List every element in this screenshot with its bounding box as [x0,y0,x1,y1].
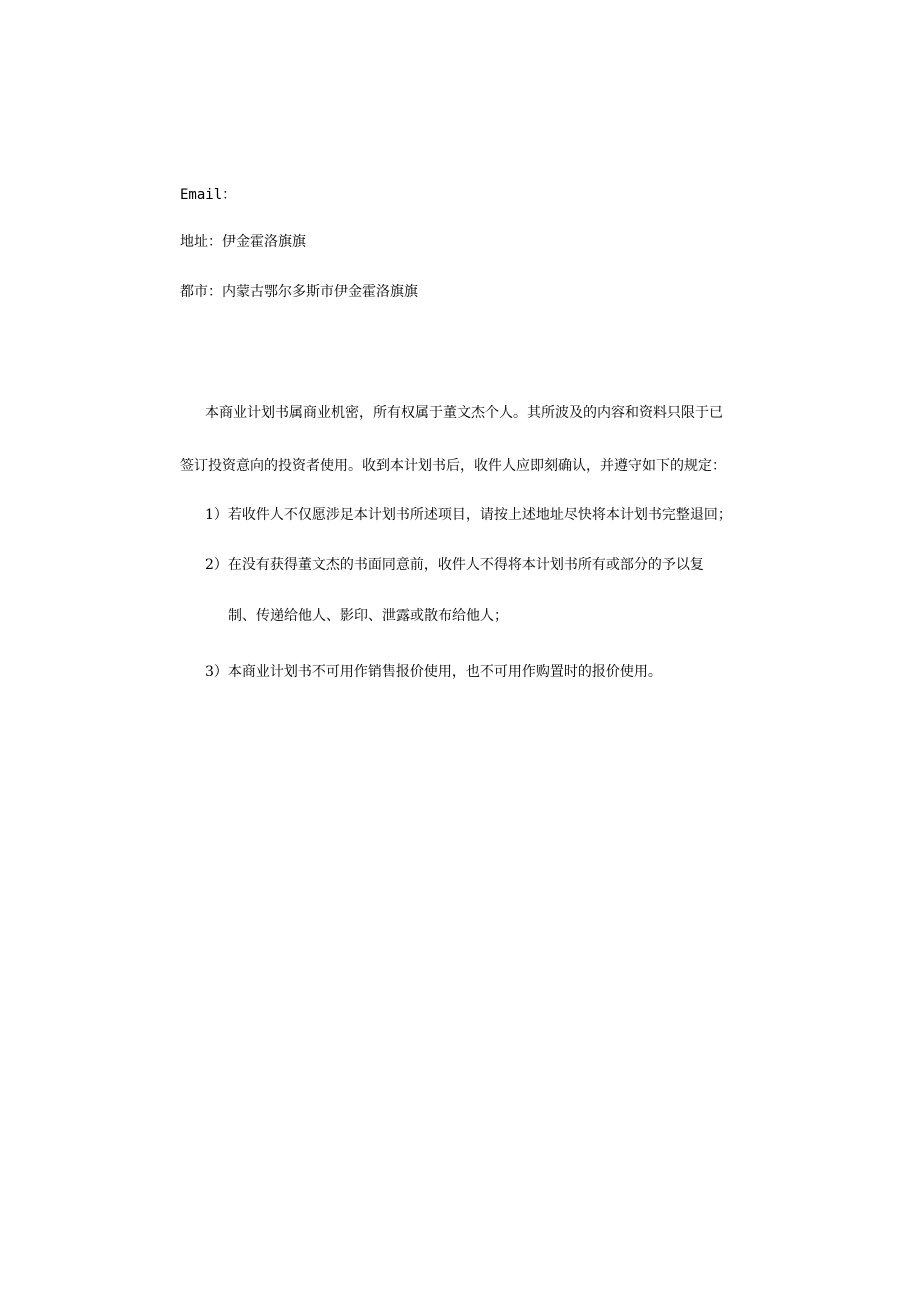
rule-item-2-line-1: 2）在没有获得董文杰的书面同意前，收件人不得将本计划书所有或部分的予以复 [205,557,704,573]
email-label: Email： [180,187,237,203]
confidentiality-paragraph-line-1: 本商业计划书属商业机密，所有权属于董文杰个人。其所波及的内容和资料只限于已 [205,405,723,421]
rule-item-3: 3）本商业计划书不可用作销售报价使用，也不可用作购置时的报价使用。 [205,664,662,680]
city-line: 都市：内蒙古鄂尔多斯市伊金霍洛旗旗 [180,284,418,300]
address-line: 地址：伊金霍洛旗旗 [180,234,306,250]
rule-item-2-line-2: 制、传递给他人、影印、泄露或散布给他人； [228,608,508,624]
confidentiality-paragraph-line-2: 签订投资意向的投资者使用。收到本计划书后，收件人应即刻确认，并遵守如下的规定： [180,458,726,474]
rule-item-1: 1）若收件人不仅愿涉足本计划书所述项目，请按上述地址尽快将本计划书完整退回； [205,507,732,523]
